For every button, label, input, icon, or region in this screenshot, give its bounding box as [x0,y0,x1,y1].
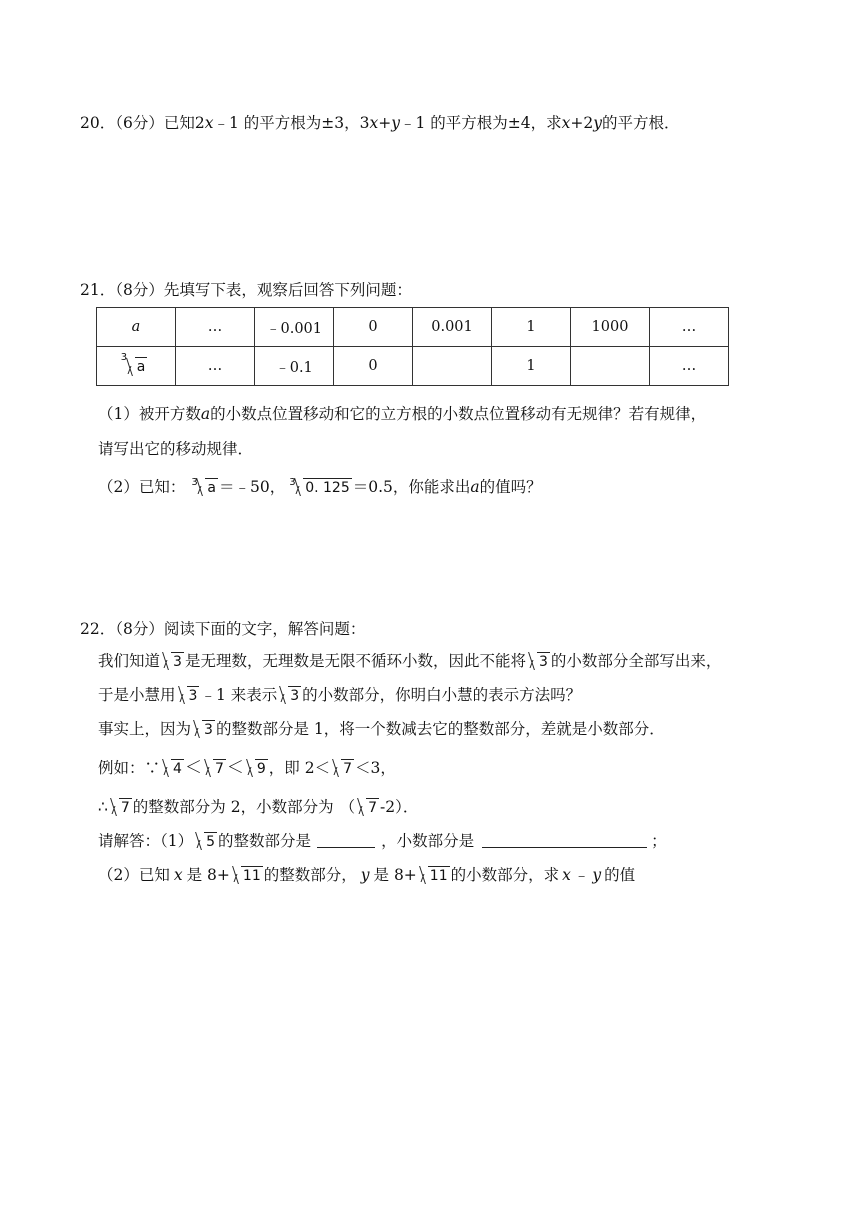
q22-var-y: y [592,866,602,884]
radicand: 7 [214,761,224,777]
q21-text: ＝0.5，你能求出 [352,478,471,496]
q22-text: 的整数部分， [263,866,357,884]
sqrt-symbol [192,719,215,741]
q20-text: + [378,114,392,132]
sqrt-symbol [203,758,226,780]
q20-var-x: x [561,114,571,132]
q22-text: 的值 [604,866,636,884]
table-cell [97,308,176,347]
table-cell: … [176,347,255,386]
cube-root-symbol [120,351,148,376]
q22-text: 于是小慧用 [98,686,176,704]
q22-text: ，小数部分是 [381,832,475,850]
sqrt-symbol [418,865,450,887]
answer-blank-integer[interactable] [317,831,375,848]
q22-var-x: x [173,866,183,884]
q20-var-y: y [391,114,400,132]
q21-text: （1）被开方数 [98,405,201,423]
radicand: 11 [429,868,448,884]
q22-text: 是无理数，无理数是无限不循环小数，因此不能将 [184,652,526,670]
sqrt-symbol [331,758,354,780]
q22-text: 例如：∵ [98,759,161,777]
q22-text: ﹣ [573,866,590,884]
answer-blank-decimal[interactable] [482,831,647,848]
q21-part1-cont: 请写出它的移动规律． [98,440,254,458]
q22-text: 是 8+ [373,866,417,884]
radicand: 7 [120,800,130,816]
q22-text: 的小数部分，你明白小慧的表示方法吗？ [302,686,582,704]
q21-text: 的小数点位置移动和它的立方根的小数点位置移动有无规律？若有规律， [210,405,707,423]
q22-text: ，即 2＜ [268,759,331,777]
radicand: 11 [242,868,261,884]
sqrt-symbol [231,865,263,887]
q22-text: ＜3， [355,759,396,777]
table-cell [571,347,650,386]
question-21-intro: 21．（8分）先填写下表，观察后回答下列问题： [80,281,412,299]
question-20 [80,112,680,134]
q22-text: ． [402,798,419,816]
sqrt-symbol [109,797,132,819]
q22-line1 [98,650,721,673]
table-cell: … [176,308,255,347]
q20-text: ﹣1 的平方根为±4，求 [399,114,562,132]
radicand: 3 [290,688,300,704]
q22-text: 的小数部分全部写出来， [550,652,722,670]
sqrt-symbol [194,831,217,853]
sqrt-symbol [161,758,184,780]
table-row [97,347,729,386]
q22-line2 [98,684,581,707]
table-cell: ﹣0.001 [255,308,334,347]
q22-text: 是 8+ [186,866,230,884]
radicand: 7 [343,761,352,777]
q22-text: ﹣1 来表示 [200,686,278,704]
table-cell [97,347,176,386]
table-cell: … [650,347,729,386]
q22-text: 的整数部分为 2，小数部分为 [132,798,334,816]
q22-text: ∴ [98,798,108,816]
q20-text: +2 [570,114,594,132]
sqrt-symbol [527,651,550,673]
radicand: 3 [204,722,213,738]
sqrt-symbol [161,651,184,673]
q22-var-y: y [360,866,370,884]
table-cell: 0 [334,308,413,347]
q22-text: 请解答：（1） [98,832,194,850]
q21-part1 [98,403,706,425]
q21-var-a: a [200,405,211,423]
table-cell: 1 [492,347,571,386]
sqrt-symbol [177,685,200,707]
q21-var-a: a [470,478,480,496]
q22-line5 [98,796,418,819]
q22-text: ＜ [226,758,244,778]
q20-number: 20．（6分）已知 [80,114,195,132]
radicand: 9 [256,761,266,777]
q20-text: 2 [194,114,205,132]
table-cell-text: a [131,319,141,335]
cube-root-symbol [289,477,352,499]
q22-text: （2）已知 [98,866,170,884]
table-cell: 0 [334,347,413,386]
radicand: a [207,480,216,496]
radicand: 0. 125 [305,480,350,496]
q22-line7 [98,864,635,887]
sqrt-symbol [356,797,379,819]
q21-text: ＝﹣50， [218,478,286,496]
question-22-intro: 22．（8分）阅读下面的文字，解答问题： [80,620,366,638]
table-cell: ﹣0.1 [255,347,334,386]
q22-text: ＜ [184,758,202,778]
radicand: a [136,358,146,375]
q22-text: 的小数部分，求 [450,866,560,884]
q22-text: 我们知道 [98,652,161,670]
root-index: 3 [289,477,296,488]
q22-text: ； [651,832,667,850]
table-cell: 1 [492,308,571,347]
root-index: 3 [120,351,128,363]
q22-text: 事实上，因为 [98,720,192,738]
q22-text: -2） [380,798,403,816]
table-cell: … [650,308,729,347]
q21-text: 的值吗？ [479,478,542,496]
q22-line4 [98,757,396,780]
q22-line3 [98,718,665,741]
table-row [97,308,729,347]
q20-var-x: x [204,114,214,132]
sqrt-symbol [245,758,268,780]
q22-var-x: x [562,866,571,884]
q22-text: （ [339,798,356,816]
sqrt-symbol [278,685,301,707]
radicand: 3 [538,654,548,670]
q21-part2 [98,476,542,499]
q21-text: （2）已知： [98,478,186,496]
q22-text: 的整数部分是 1，将一个数减去它的整数部分，差就是小数部分． [215,720,665,738]
table-cell: 0.001 [413,308,492,347]
radicand: 3 [188,688,198,704]
radicand: 5 [206,834,216,850]
radicand: 7 [368,800,378,816]
radicand: 4 [173,761,182,777]
table-cell: 1000 [571,308,650,347]
q20-text: 的平方根． [602,114,680,132]
radicand: 3 [173,654,182,670]
q20-text: ﹣1 的平方根为±3，3 [213,114,370,132]
q20-var-y: y [593,114,602,132]
q22-line6 [98,830,667,853]
q22-text: 的整数部分是 [218,832,312,850]
q20-var-x: x [369,114,379,132]
cube-root-symbol [191,477,218,499]
table-cell [413,347,492,386]
cube-root-table [96,307,729,386]
root-index: 3 [191,477,198,488]
